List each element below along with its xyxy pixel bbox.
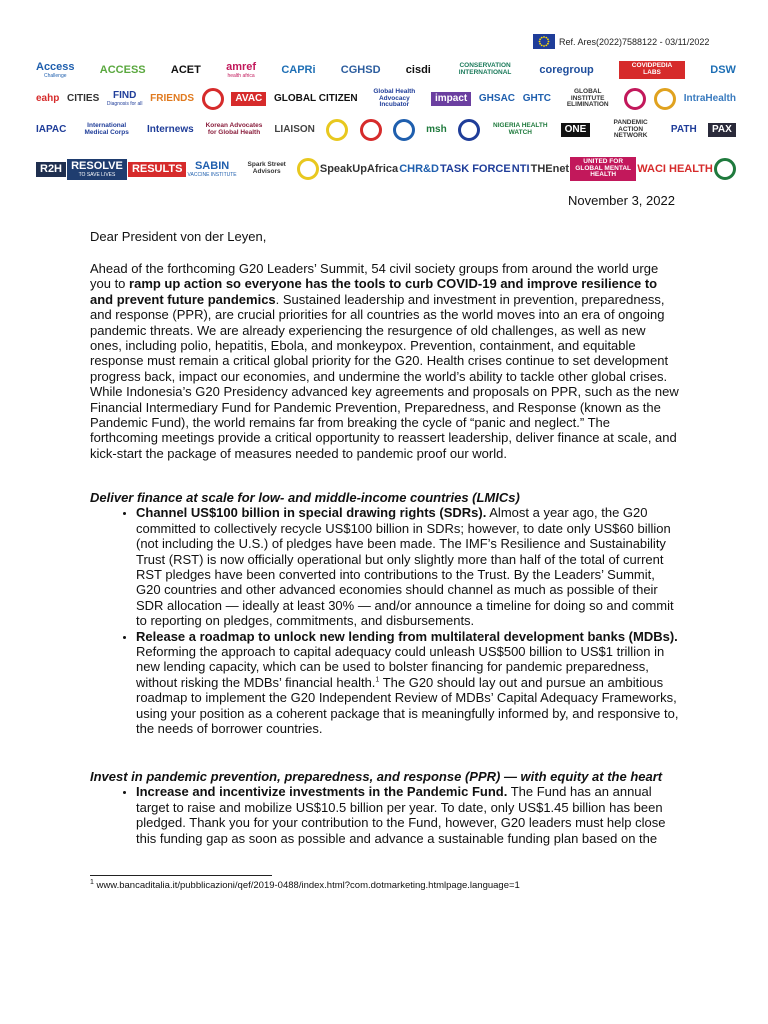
- cghsd-logo: CGHSD: [340, 63, 381, 76]
- conservation-international-logo: CONSERVATION INTERNATIONAL: [458, 62, 512, 76]
- salutation-text: Dear President von der Leyen,: [90, 229, 267, 244]
- path-logo: PATH: [670, 124, 697, 135]
- coregroup-logo: coregroup: [539, 63, 594, 76]
- ghtc-logo: GHTC: [522, 93, 552, 104]
- msh-logo: msh: [426, 124, 447, 135]
- global-citizen-logo: GLOBAL CITIZEN: [273, 93, 358, 104]
- access-logo: ACCESS: [99, 63, 146, 76]
- pandemic-action-network-logo: PANDEMIC ACTION NETWORK: [613, 118, 648, 140]
- task-force-global-health-logo: TASK FORCE: [440, 162, 511, 175]
- eahp-logo: eahp: [36, 93, 60, 104]
- reference-stamp: [533, 34, 709, 49]
- list-item: [136, 784, 680, 846]
- amref-logo: amref health africa: [226, 60, 257, 79]
- red-ribbon-logo: [202, 88, 224, 110]
- salutation: [90, 229, 680, 244]
- thenet-logo: THEnet: [530, 162, 570, 175]
- list-item-title: Increase and incentivize investments in the Pandemic Fund.: [136, 784, 508, 800]
- nti-logo: NTI: [511, 162, 530, 175]
- fast-track-cities-logo: CITIES: [67, 93, 100, 104]
- ghsac-logo: GHSAC: [478, 93, 516, 104]
- section-ppr-heading: Invest in pandemic prevention, preparedness, and response (PPR) — with equity at the heart: [90, 769, 663, 784]
- list-item-text: Almost a year ago, the G20 committed to collectively recycle US$100 billion in SDRs; however, to date only US$60 billion (not including the U.S.) of pledges have been made. The IMF’s Resilience and Sustainability Trust (RST) is now officially operational but only slightly more than half of the total of current RST pledges have been converted into contributions to the Trust. By the Leaders’ Summit, G20 countries and other advanced economies should channel as much as possible of their SDR allocation — ideally at least 30% — and/or announce a timeline for doing so and commit to reporting on pledges, commitments, and disbursements.: [136, 505, 674, 629]
- round-badge-logo: [458, 119, 480, 141]
- footnote: [90, 880, 520, 891]
- one-logo: ONE: [561, 123, 591, 137]
- united-for-global-mental-health-logo: UNITED FOR GLOBAL MENTAL HEALTH: [570, 157, 636, 181]
- intro-paragraph: [90, 261, 680, 461]
- results-logo: RESULTS: [128, 162, 187, 177]
- letter-date: November 3, 2022: [568, 193, 675, 208]
- footnote-ref[interactable]: 1: [375, 676, 380, 684]
- friends-global-fight-logo: FRIENDS: [150, 93, 195, 104]
- logo-row-3: [36, 115, 736, 145]
- section-ppr-list: [90, 784, 680, 846]
- seal-logo: [393, 119, 415, 141]
- internews-logo: Internews: [147, 124, 194, 135]
- liaison-logo: LIAISON: [274, 124, 315, 135]
- list-item: [136, 629, 680, 737]
- list-item-title: Channel US$100 billion in special drawing rights (SDRs).: [136, 505, 487, 521]
- logo-row-4: [36, 154, 736, 184]
- logo-row-2: [36, 86, 736, 112]
- nigeria-health-watch-logo: NIGERIA HEALTH WATCH: [493, 122, 548, 136]
- section-ppr: [90, 769, 680, 846]
- list-item-text: The Fund has an annual target to raise and mobilize US$10.5 billion per year. To date, only US$1.45 billion has been pledged. Thank you for your contribution to the Fund, however, G20 leaders must help close this funding gap as soon as possible and advance a sustainable funding plan based on the: [136, 784, 666, 846]
- spark-street-advisors-logo: Spark Street Advisors: [247, 161, 286, 175]
- community-health-logo: [654, 88, 676, 110]
- r2h-logo: R2H: [36, 162, 66, 177]
- sabin-logo: SABIN VACCINE INSTITUTE: [187, 159, 237, 178]
- footnote-divider: [90, 875, 272, 876]
- section-finance: [90, 490, 680, 737]
- global-health-circle-logo: [624, 88, 646, 110]
- international-medical-corps-logo: International Medical Corps: [84, 122, 129, 136]
- pax-logo: PAX: [708, 123, 736, 137]
- intro-lead: Ahead of the forthcoming G20 Leaders’ Summit, 54 civil society groups from around the world urge you to: [90, 261, 659, 292]
- capri-logo: CAPRi: [281, 63, 316, 76]
- intro-rest: . Sustained leadership and investment in prevention, preparedness, and response (PPR), are crucial priorities for all countries as the world moves into an era of ongoing pandemic threats. We are already experiencing the resurgence of old challenges, as well as new ones, including polio, hepatitis, Ebola, and monkeypox. Prevention, containment, and equitable response must remain a critical global priority for the G20. Health crises continue to set development progress back, impact our economies, and undermine the world’s ability to tackle other global crises. While Indonesia’s G20 Presidency advanced key agreements and proposals on PPR, such as the new Financial Intermediary Fund for Pandemic Prevention, Preparedness, and Response (known as the Pandemic Fund), the world remains far from breaking the cycle of “panic and neglect.” The forthcoming meetings provide a critical opportunity to reassert leadership, deliver finance at scale, and kick-start the package of measures needed to pandemic proof our world.: [90, 291, 679, 461]
- dsw-logo: DSW: [710, 63, 736, 76]
- footnote-link[interactable]: www.bancaditalia.it/pubblicazioni/qef/2019-0488/index.html?com.dotmarketing.htmlpage.language=1: [93, 880, 520, 891]
- footnote-mark: 1: [90, 878, 94, 886]
- waci-health-logo: WACI HEALTH: [637, 162, 713, 175]
- iapac-logo: IAPAC: [36, 124, 67, 135]
- avac-logo: AVAC: [231, 92, 266, 106]
- covidpedia-labs-logo: COVIDPEDIA LABS: [619, 61, 685, 79]
- global-institute-elimination-logo: GLOBAL INSTITUTE ELIMINATION: [566, 87, 609, 109]
- yellow-circle-logo: [297, 158, 319, 180]
- list-item-text: Reforming the approach to capital adequacy could unleash US$500 billion to US$1 trillion in new lending capacity, which can be used to bolster financing for pandemic preparedness, without risking the MDBs’ financial health.: [136, 644, 665, 690]
- logo-row-1: [36, 54, 736, 86]
- list-item: [136, 505, 680, 628]
- intrahealth-logo: IntraHealth: [683, 93, 736, 104]
- speak-up-africa-logo: SpeakUpAfrica: [319, 162, 399, 175]
- global-impact-logo: impact: [431, 92, 471, 106]
- cisdi-logo: cisdi: [405, 63, 431, 76]
- list-item-title: Release a roadmap to unlock new lending from multilateral development banks (MDBs).: [136, 628, 678, 644]
- access-challenge-logo: Access Challenge: [36, 60, 75, 79]
- korean-advocates-logo: Korean Advocates for Global Health: [205, 122, 263, 136]
- intro-emphasis: ramp up action so everyone has the tools to curb COVID-19 and improve resilience to and prevent future pandemics: [90, 276, 658, 307]
- acet-logo: ACET: [170, 63, 201, 76]
- reference-text: Ref. Ares(2022)7588122 - 03/11/2022: [559, 36, 710, 47]
- section-finance-list: [90, 505, 680, 736]
- yellow-badge-logo: [326, 119, 348, 141]
- find-logo: FIND Diagnosis for all: [106, 90, 143, 107]
- eu-flag-icon: [533, 34, 555, 49]
- colored-wheel-logo: [714, 158, 736, 180]
- shield-logo: [360, 119, 382, 141]
- global-health-advocacy-logo: Global Health Advocacy Incubator: [373, 87, 416, 109]
- resolve-to-save-lives-logo: RESOLVE TO SAVE LIVES: [67, 159, 127, 180]
- list-item-text-cont: The G20 should lay out and pursue an ambitious roadmap to implement the G20 Independent Review of MDBs’ Capital Adequacy Frameworks, using your position as a coherent package that is meaningfully informed by, and responsive to, the needs of borrower countries.: [136, 674, 679, 737]
- chrd-logo: CHR&D: [399, 162, 439, 175]
- section-finance-heading: Deliver finance at scale for low- and middle-income countries (LMICs): [90, 490, 520, 505]
